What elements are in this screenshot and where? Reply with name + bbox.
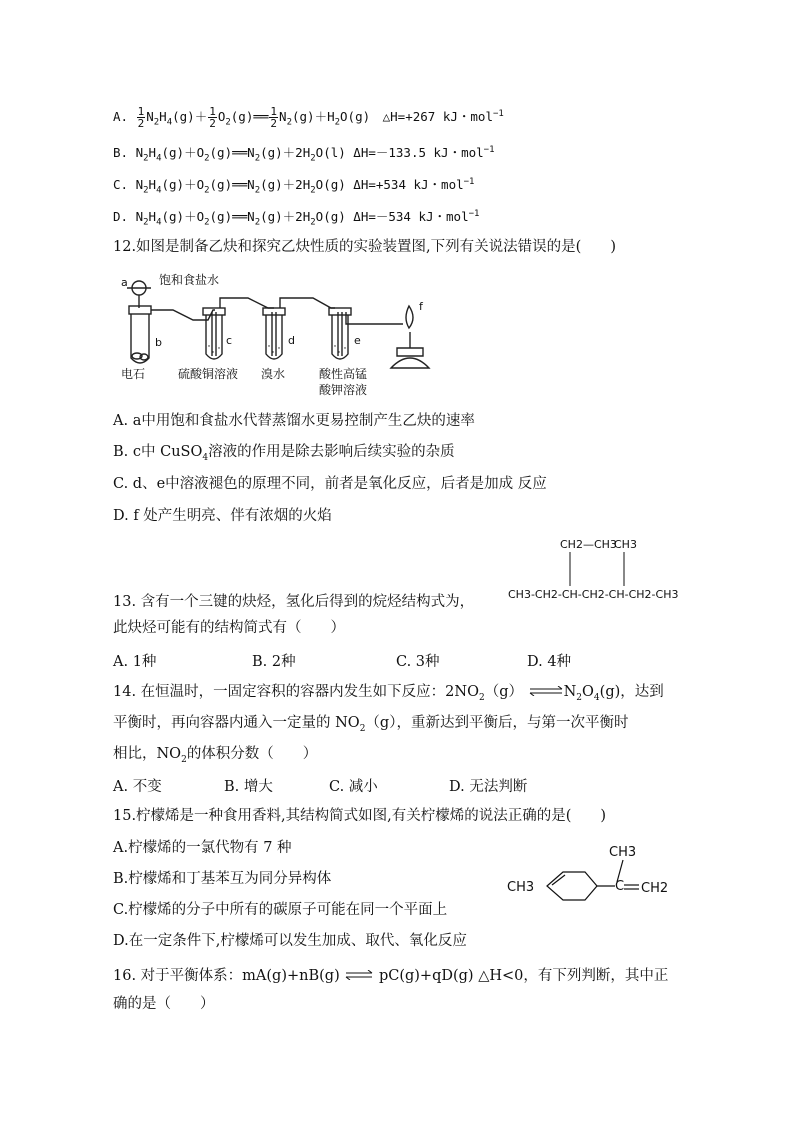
q15-option-d: D.在一定条件下,柠檬烯可以发生加成、取代、氧化反应	[113, 933, 467, 949]
q14-line2: 平衡时，再向容器内通入一定量的 $NO_2(g)$，重新达到平衡后，与第一次平衡时	[113, 715, 629, 734]
limonene-structure	[505, 838, 675, 918]
ch3-left-label: CH3	[507, 880, 535, 895]
label-a: a	[121, 276, 128, 289]
ch2-label: CH2	[641, 881, 669, 896]
q12-option-c: C. d、e中溶液褪色的原理不同，前者是氧化反应，后者是加成 反应	[113, 476, 547, 492]
q13-option-b: B. 2种	[252, 654, 296, 670]
q12-option-d: D. f 处产生明亮、伴有浓烟的火焰	[113, 508, 332, 524]
q14-option-a: A. 不变	[113, 779, 162, 795]
label-c: c	[226, 334, 233, 347]
equilibrium-arrow	[528, 682, 564, 702]
q13-option-d: D. 4种	[527, 654, 572, 670]
q12-option-a: A. a中用饱和食盐水代替蒸馏水更易控制产生乙炔的速率	[113, 413, 475, 429]
label-brine: 饱和食盐水	[159, 273, 220, 287]
label-cuso4: 硫酸铜溶液	[178, 367, 239, 381]
label-kmno4-1: 酸性高锰	[319, 367, 368, 381]
label-d: d	[288, 334, 295, 347]
label-b: b	[155, 336, 162, 349]
q11-option-a: A. $\frac{1}{2}$ $N_2H_4(g)+$ $\frac{1}{2}$ $O_2(g)══$ $\frac{1}{2}$ $N_2(g)+H_2O(g)$ △H=+267 kJ・mol$^{-1}$	[113, 105, 504, 131]
q14-line1: 14. 在恒温时，一固定容积的容器内发生如下反应：$2NO_2(g)$ $N_2O_4(g)$，达到	[113, 684, 664, 703]
label-e: e	[354, 334, 361, 347]
q11-option-c: C. $N_2H_4(g)+O_2(g)══N_2(g)+2H_2O(g)$ ΔH=+534 kJ・mol$^{-1}$	[113, 177, 475, 196]
svg-text:C: C	[615, 879, 625, 894]
q11-option-b: B. $N_2H_4(g)+O_2(g)══N_2(g)+2H_2O(l)$ ΔH=－133.5 kJ・mol$^{-1}$	[113, 145, 495, 164]
q14-option-b: B. 增大	[224, 779, 273, 795]
q14-option-c: C. 减小	[329, 779, 378, 795]
substituent-ethyl: CH2—CH3	[560, 538, 617, 551]
q12-option-b: B. c中 CuSO$_4$溶液的作用是除去影响后续实验的杂质	[113, 444, 455, 463]
q16-line1: 16. 对于平衡体系：mA(g)+nB(g) pC(g)+qD(g) △H<0，有下列判断，其中正	[113, 968, 669, 984]
q13-stem-line1: 13. 含有一个三键的炔烃，氢化后得到的烷烃结构式为，	[113, 594, 475, 610]
q13-option-a: A. 1种	[113, 654, 157, 670]
q14-option-d: D. 无法判断	[449, 779, 528, 795]
q15-stem: 15.柠檬烯是一种食用香料,其结构简式如图,有关柠檬烯的说法正确的是( )	[113, 808, 607, 824]
q13-option-c: C. 3种	[396, 654, 440, 670]
acetylene-apparatus-figure	[113, 268, 453, 400]
label-kmno4-2: 酸钾溶液	[319, 383, 368, 397]
q15-option-a: A.柠檬烯的一氯代物有 7 种	[113, 840, 292, 856]
ch3-top-label: CH3	[609, 845, 637, 860]
q13-stem-line2: 此炔烃可能有的结构简式有（ ）	[113, 620, 345, 636]
alkane-structure	[506, 532, 686, 610]
q14-line3: 相比，$NO_2$的体积分数（ ）	[113, 746, 318, 765]
substituent-methyl: CH3	[614, 538, 637, 551]
main-chain: CH3-CH2-CH-CH2-CH-CH2-CH3	[508, 588, 679, 601]
q16-line2: 确的是（ ）	[113, 996, 215, 1012]
label-bromine: 溴水	[261, 367, 286, 381]
q12-stem: 12.如图是制备乙炔和探究乙炔性质的实验装置图,下列有关说法错误的是( )	[113, 239, 616, 255]
q15-option-c: C.柠檬烯的分子中所有的碳原子可能在同一个平面上	[113, 902, 448, 918]
label-calcium-carbide: 电石	[121, 367, 146, 381]
equilibrium-arrow	[344, 966, 374, 986]
label-f: f	[419, 300, 423, 313]
q11-option-d: D. $N_2H_4(g)+O_2(g)══N_2(g)+2H_2O(g)$ ΔH=－534 kJ・mol$^{-1}$	[113, 209, 480, 228]
q15-option-b: B.柠檬烯和丁基苯互为同分异构体	[113, 871, 332, 887]
